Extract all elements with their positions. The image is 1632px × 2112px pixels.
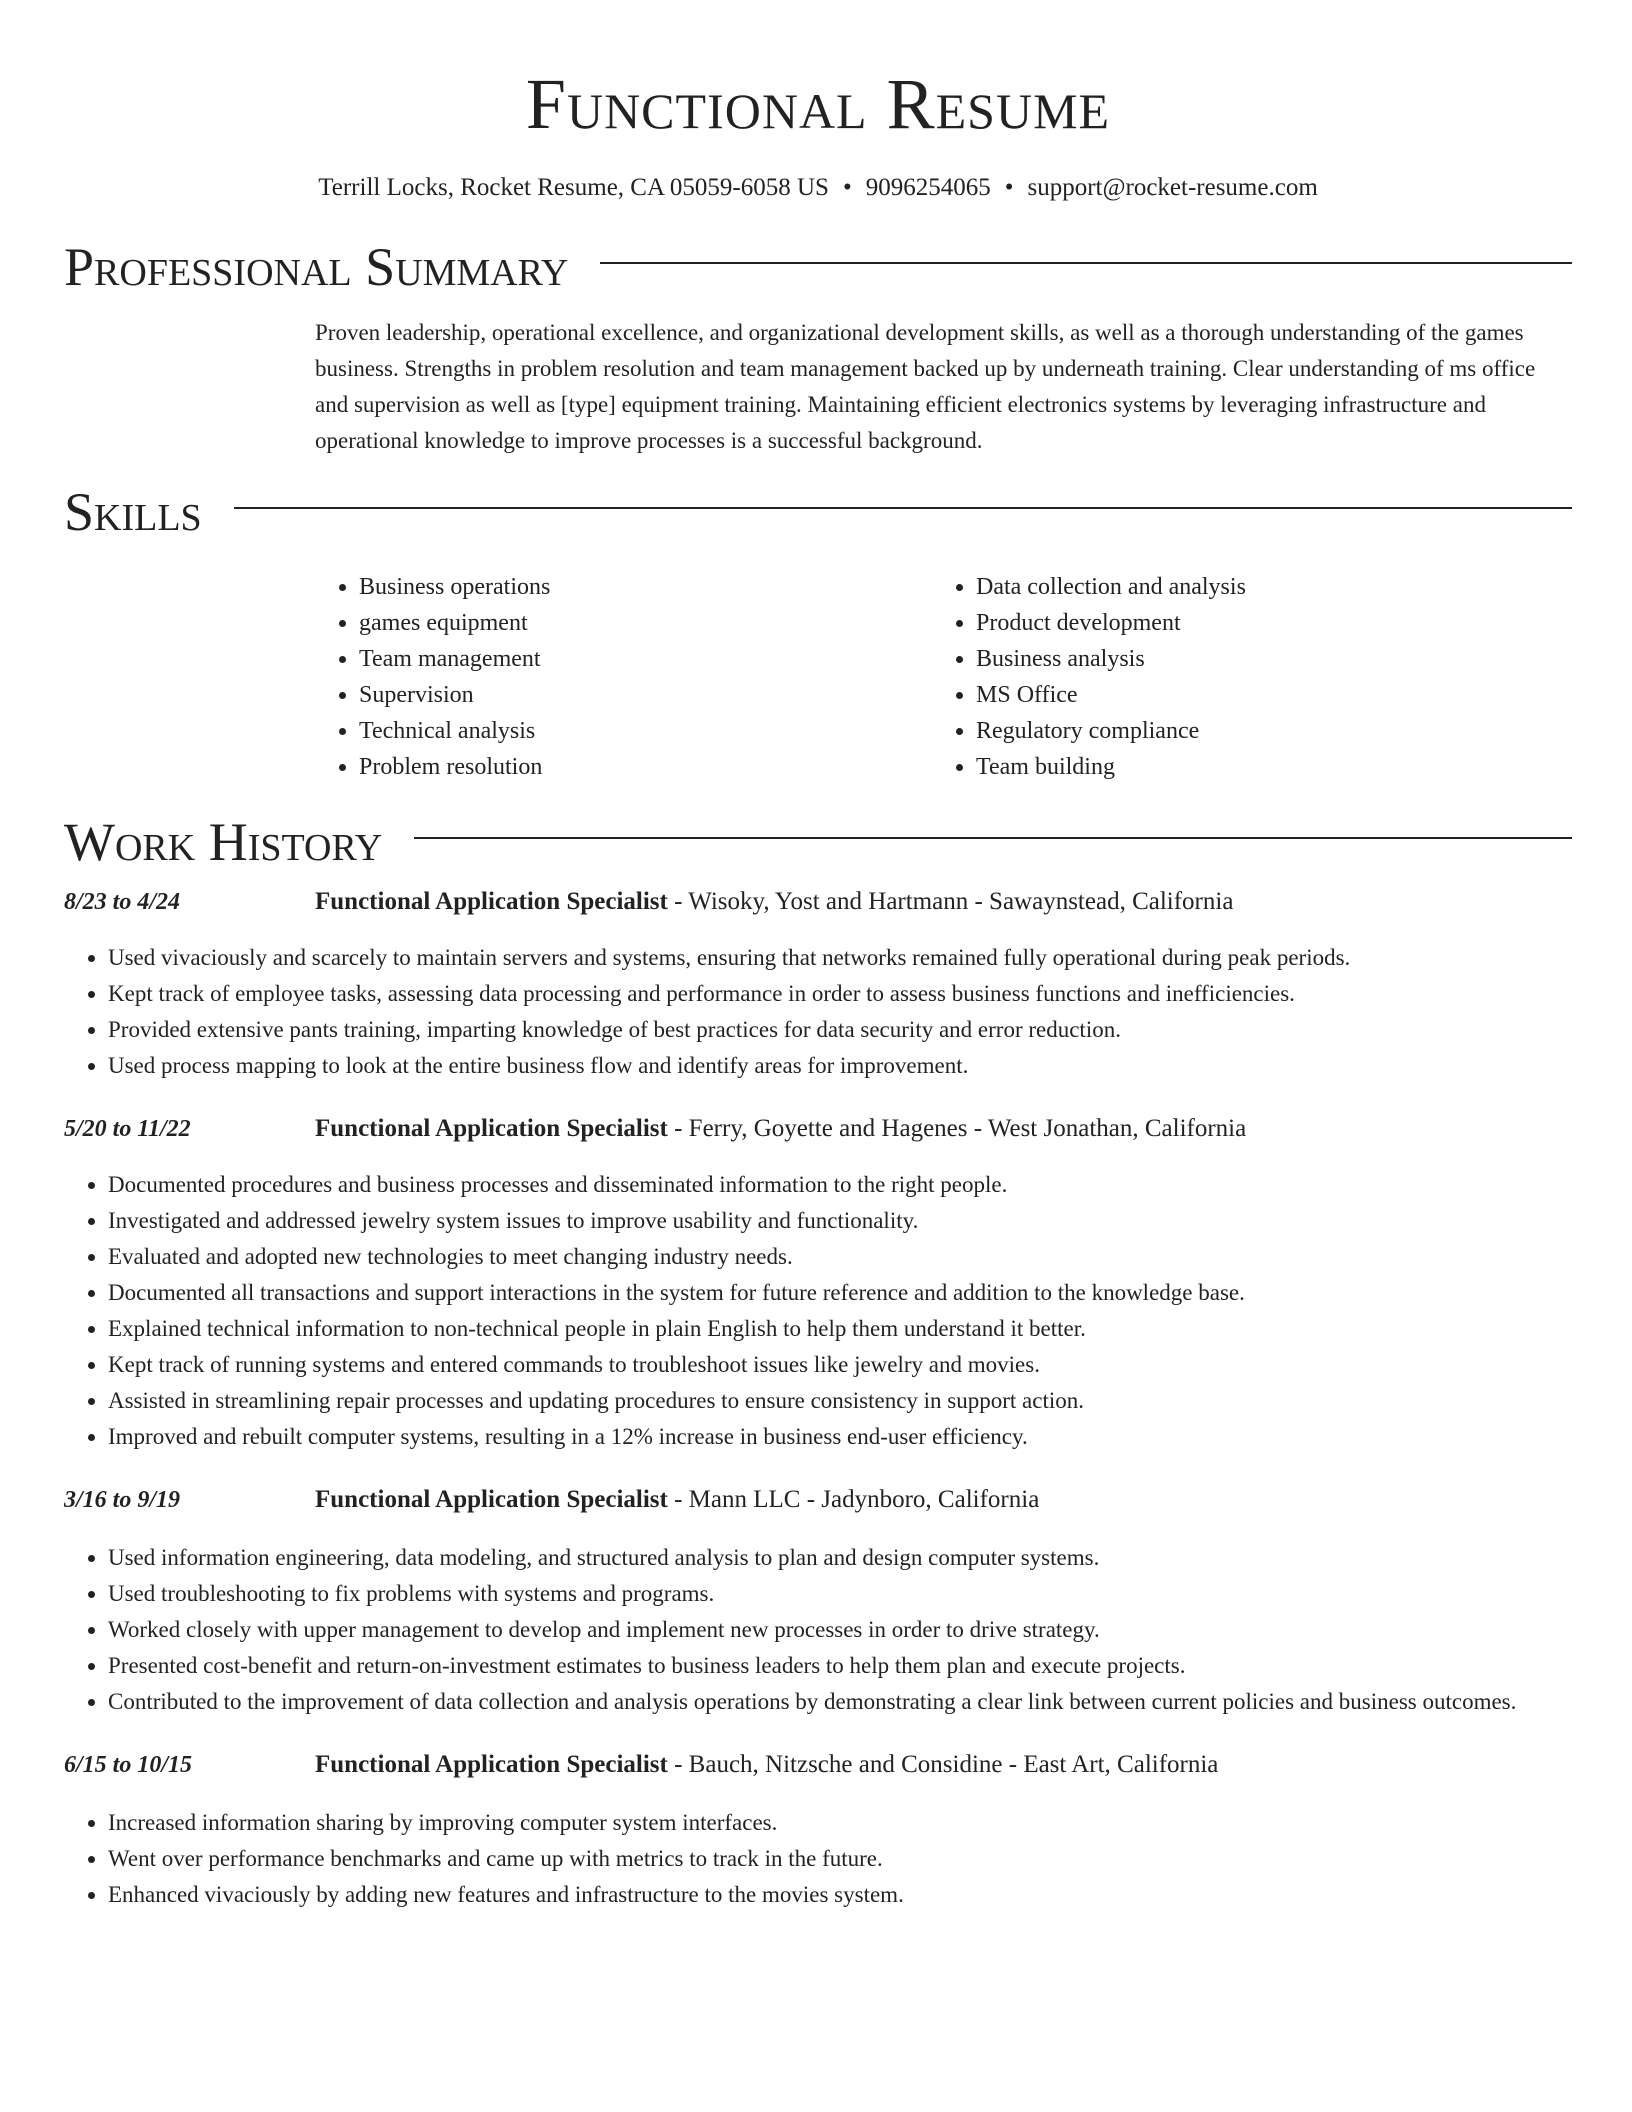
job-header — [64, 1115, 1572, 1155]
job-bullets — [64, 1540, 1572, 1720]
job-bullet: • Used vivaciously and scarcely to maintain servers and systems, ensuring that networks remained fully operational during peak periods. — [108, 940, 1572, 976]
skills-header — [64, 480, 1572, 544]
job-bullet: • Evaluated and adopted new technologies to meet changing industry needs. — [108, 1239, 1572, 1275]
job-bullets — [64, 940, 1572, 1084]
job-bullet: • Assisted in streamlining repair processes and updating procedures to ensure consistency in support action. — [108, 1383, 1572, 1419]
job-bullet: • Documented procedures and business processes and disseminated information to the right people. — [108, 1167, 1572, 1203]
job-dates: 5/20 to 11/22 — [64, 1116, 191, 1142]
contact-line — [64, 172, 1572, 204]
job-entry — [64, 1486, 1572, 1720]
job-title-line — [315, 1115, 1246, 1143]
job-bullet: • Explained technical information to non-technical people in plain English to help them understand it better. — [108, 1311, 1572, 1347]
job-header — [64, 1751, 1572, 1791]
job-dates: 8/23 to 4/24 — [64, 889, 181, 915]
job-role: Functional Application Specialist — [315, 1751, 668, 1778]
job-bullet: • Worked closely with upper management to develop and implement new processes in order to drive strategy. — [108, 1612, 1572, 1648]
work-history-section — [64, 810, 1572, 1913]
job-bullets — [64, 1167, 1572, 1455]
skill-item: • Data collection and analysis — [976, 569, 1549, 605]
job-bullet: • Used information engineering, data modeling, and structured analysis to plan and design computer systems. — [108, 1540, 1572, 1576]
summary-header — [64, 235, 1572, 299]
contact-separator: • — [1004, 174, 1014, 201]
job-bullet: • Kept track of employee tasks, assessing data processing and performance in order to assess business functions and inefficiencies. — [108, 976, 1572, 1012]
skill-item: • games equipment — [359, 605, 932, 641]
job-bullet: • Contributed to the improvement of data collection and analysis operations by demonstrating a clear link between current policies and business outcomes. — [108, 1684, 1572, 1720]
job-bullet: • Used troubleshooting to fix problems with systems and programs. — [108, 1576, 1572, 1612]
job-entry — [64, 1115, 1572, 1455]
job-bullet: • Provided extensive pants training, imparting knowledge of best practices for data security and error reduction. — [108, 1012, 1572, 1048]
summary-body — [315, 315, 1572, 459]
job-bullet: • Presented cost-benefit and return-on-investment estimates to business leaders to help them plan and execute projects. — [108, 1648, 1572, 1684]
job-bullet: • Used process mapping to look at the entire business flow and identify areas for improvement. — [108, 1048, 1572, 1084]
skill-item: • Team building — [976, 749, 1549, 785]
skills-grid — [315, 569, 1572, 785]
job-title-line — [315, 1751, 1218, 1779]
job-role: Functional Application Specialist — [315, 1115, 668, 1142]
skill-item: • Problem resolution — [359, 749, 932, 785]
skill-item: • Business operations — [359, 569, 932, 605]
skills-title: Skills — [64, 482, 202, 542]
job-bullet: • Went over performance benchmarks and came up with metrics to track in the future. — [108, 1841, 1572, 1877]
work-history-title: Work History — [64, 812, 383, 872]
contact-email: support@rocket-resume.com — [1027, 174, 1318, 201]
summary-section — [64, 235, 1572, 459]
work-history-header — [64, 810, 1572, 874]
job-role: Functional Application Specialist — [315, 1486, 668, 1513]
section-divider — [600, 262, 1572, 264]
job-entry — [64, 888, 1572, 1084]
job-bullets — [64, 1805, 1572, 1913]
resume-page — [64, 0, 1572, 1913]
skills-list-right — [932, 569, 1549, 785]
contact-address: Terrill Locks, Rocket Resume, CA 05059-6058 US — [318, 174, 829, 201]
contact-separator: • — [842, 174, 852, 201]
job-header — [64, 888, 1572, 928]
job-role: Functional Application Specialist — [315, 888, 668, 915]
summary-text: Proven leadership, operational excellence, and organizational development skills, as well as a thorough understanding of the games business. Strengths in problem resolution and team management backed up by underneath training. Clear understanding of ms office and supervision as well as [type] equipment training. Maintaining efficient electronics systems by leveraging infrastructure and operational knowledge to improve processes is a successful background. — [315, 320, 1536, 453]
job-bullet: • Documented all transactions and support interactions in the system for future reference and addition to the knowledge base. — [108, 1275, 1572, 1311]
summary-title: Professional Summary — [64, 237, 569, 297]
skill-item: • Product development — [976, 605, 1549, 641]
skill-item: • MS Office — [976, 677, 1549, 713]
resume-title: Functional Resume — [525, 64, 1111, 144]
section-divider — [234, 507, 1572, 509]
job-details: - Mann LLC - Jadynboro, California — [667, 1486, 1040, 1513]
skill-item: • Business analysis — [976, 641, 1549, 677]
skills-list-left — [315, 569, 932, 785]
job-header — [64, 1486, 1572, 1526]
job-details: - Ferry, Goyette and Hagenes - West Jonathan, California — [667, 1115, 1247, 1142]
job-bullet: • Investigated and addressed jewelry system issues to improve usability and functionality. — [108, 1203, 1572, 1239]
job-details: - Wisoky, Yost and Hartmann - Sawaynstead, California — [667, 888, 1234, 915]
job-bullet: • Kept track of running systems and entered commands to troubleshoot issues like jewelry and movies. — [108, 1347, 1572, 1383]
job-title-line — [315, 888, 1233, 916]
skill-item: • Technical analysis — [359, 713, 932, 749]
skill-item: • Supervision — [359, 677, 932, 713]
skill-item: • Regulatory compliance — [976, 713, 1549, 749]
job-title-line — [315, 1486, 1039, 1514]
contact-phone: 9096254065 — [865, 174, 991, 201]
skill-item: • Team management — [359, 641, 932, 677]
job-dates: 3/16 to 9/19 — [64, 1487, 181, 1513]
job-bullet: • Increased information sharing by improving computer system interfaces. — [108, 1805, 1572, 1841]
job-bullet: • Improved and rebuilt computer systems, resulting in a 12% increase in business end-user efficiency. — [108, 1419, 1572, 1455]
skills-section — [64, 480, 1572, 785]
job-dates: 6/15 to 10/15 — [64, 1752, 193, 1778]
section-divider — [414, 837, 1572, 839]
job-bullet: • Enhanced vivaciously by adding new features and infrastructure to the movies system. — [108, 1877, 1572, 1913]
job-details: - Bauch, Nitzsche and Considine - East Art, California — [667, 1751, 1219, 1778]
job-entry — [64, 1751, 1572, 1913]
